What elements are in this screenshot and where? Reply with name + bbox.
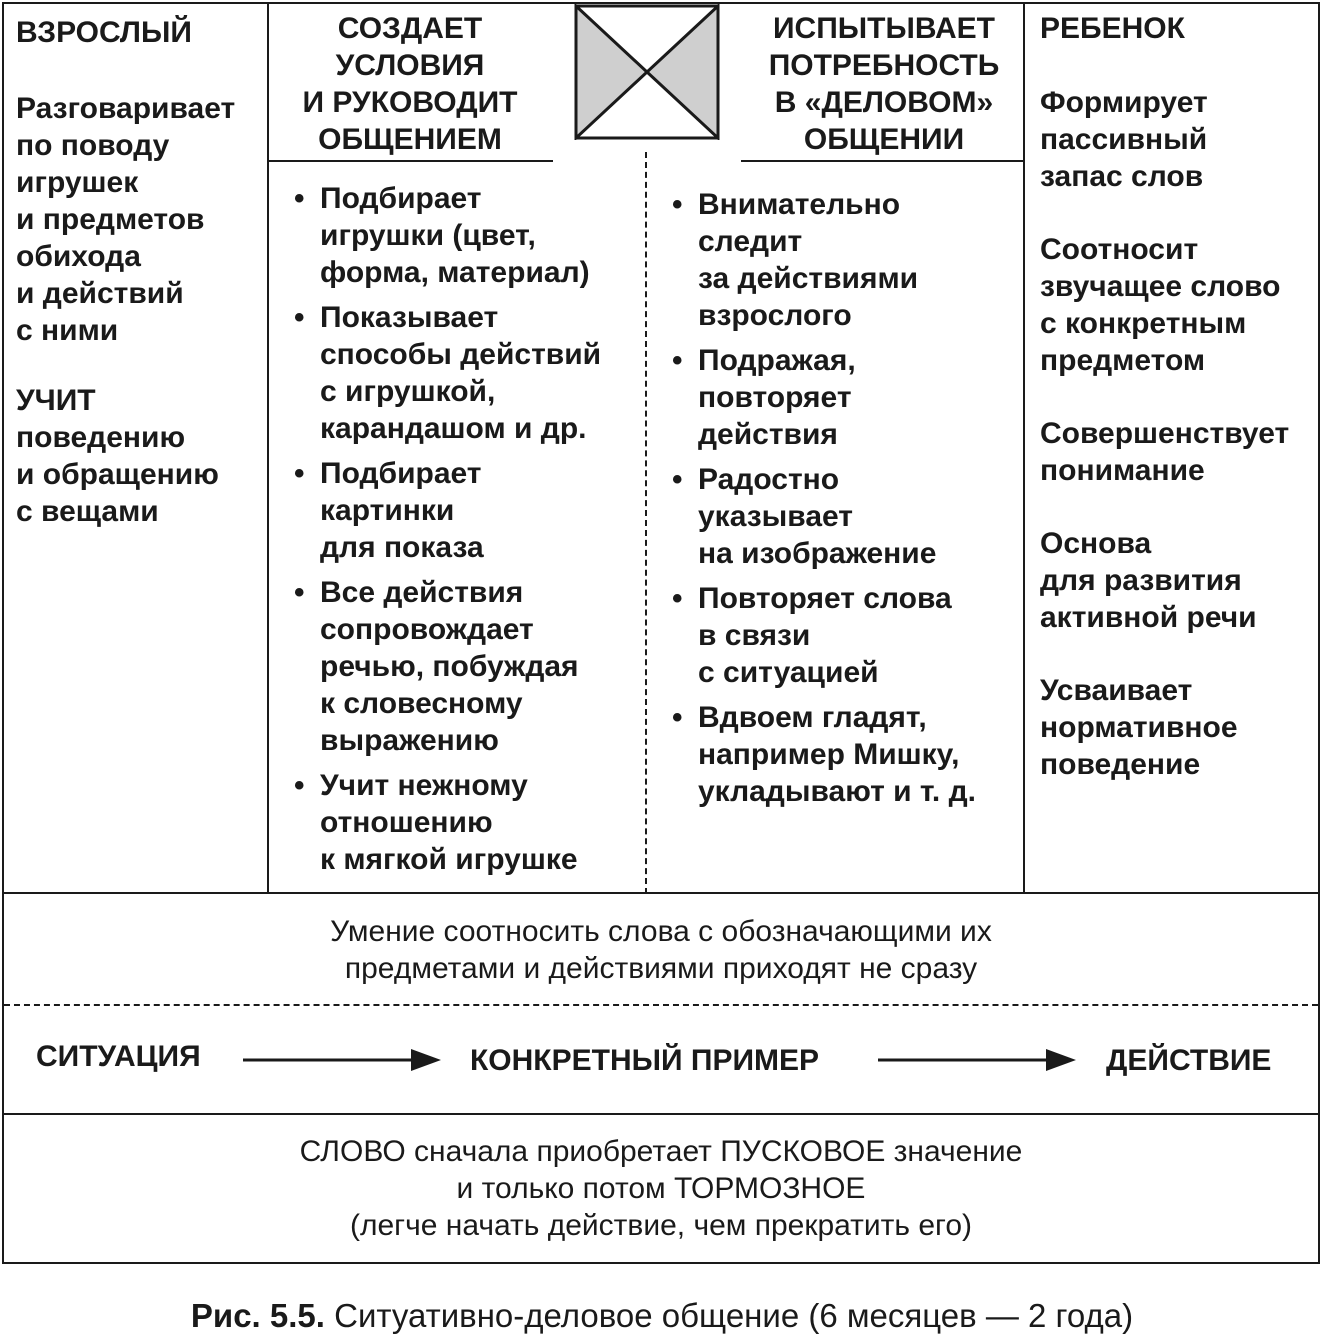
caption-label: Рис. 5.5. xyxy=(190,1297,325,1334)
list-item: • Учит нежному отношению к мягкой игрушке xyxy=(294,767,639,878)
bowtie-icon xyxy=(574,4,720,140)
divider-flow-section xyxy=(2,1113,1320,1115)
child-needs-header: ИСПЫТЫВАЕТ ПОТРЕБНОСТЬ В «ДЕЛОВОМ» ОБЩЕНИИ xyxy=(768,12,1000,156)
divider-left xyxy=(267,2,269,894)
dashed-middle-divider xyxy=(4,1004,1318,1006)
child-outcome: Совершенствует понимание xyxy=(1040,417,1290,487)
child-outcome: Основа для развития активной речи xyxy=(1040,527,1257,634)
dashed-center-divider xyxy=(645,152,647,894)
list-item: • Вдвоем гладят, например Мишку, укладывают и т. д. xyxy=(672,699,1017,810)
list-item: • Подбирает картинки для показа xyxy=(294,455,639,566)
child-title: РЕБЕНОК xyxy=(1040,12,1185,45)
divider-top-section xyxy=(2,892,1320,894)
list-item: • Радостно указывает на изображение xyxy=(672,461,1017,572)
list-item: • Все действия сопровождает речью, побуждая к словесному выражению xyxy=(294,574,639,759)
child-outcome: Усваивает нормативное поведение xyxy=(1040,674,1238,781)
list-item: • Внимательно следит за действиями взрослого xyxy=(672,186,1017,334)
child-outcome: Формирует пассивный запас слов xyxy=(1040,86,1208,193)
caption-text: Ситуативно-деловое общение (6 месяцев — 2 года) xyxy=(334,1297,1134,1334)
list-item: • Повторяет слова в связи с ситуацией xyxy=(672,580,1017,691)
child-actions-list xyxy=(672,186,1017,818)
underline-child-header xyxy=(741,160,1023,162)
underline-adult-header xyxy=(269,160,553,162)
list-item: • Подражая, повторяет действия xyxy=(672,342,1017,453)
figure-caption xyxy=(0,1297,1324,1335)
flow-step-situation: СИТУАЦИЯ xyxy=(36,1040,201,1073)
list-item: • Показывает способы действий с игрушкой, карандашом и др. xyxy=(294,299,639,447)
adult-title: ВЗРОСЛЫЙ xyxy=(16,16,192,49)
adult-teaches: УЧИТ поведению и обращению с вещами xyxy=(16,384,219,528)
adult-description: Разговаривает по поводу игрушек и предметов обихода и действий с ними xyxy=(16,92,236,347)
arrow-right-icon xyxy=(878,1047,1078,1073)
flow-step-example: КОНКРЕТНЫЙ ПРИМЕР xyxy=(470,1044,820,1077)
adult-actions-header: СОЗДАЕТ УСЛОВИЯ И РУКОВОДИТ ОБЩЕНИЕМ xyxy=(302,12,518,156)
middle-note: Умение соотносить слова с обозначающими их предметами и действиями приходят не сразу xyxy=(330,915,992,985)
list-item: • Подбирает игрушки (цвет, форма, материал) xyxy=(294,180,639,291)
arrow-right-icon xyxy=(243,1047,443,1073)
flow-step-action: ДЕЙСТВИЕ xyxy=(1106,1044,1272,1077)
bottom-note: СЛОВО сначала приобретает ПУСКОВОЕ значение и только потом ТОРМОЗНОЕ (легче начать действие, чем прекратить его) xyxy=(299,1135,1023,1242)
adult-actions-list xyxy=(294,180,639,886)
child-outcome: Соотносит звучащее слово с конкретным предметом xyxy=(1040,233,1281,377)
